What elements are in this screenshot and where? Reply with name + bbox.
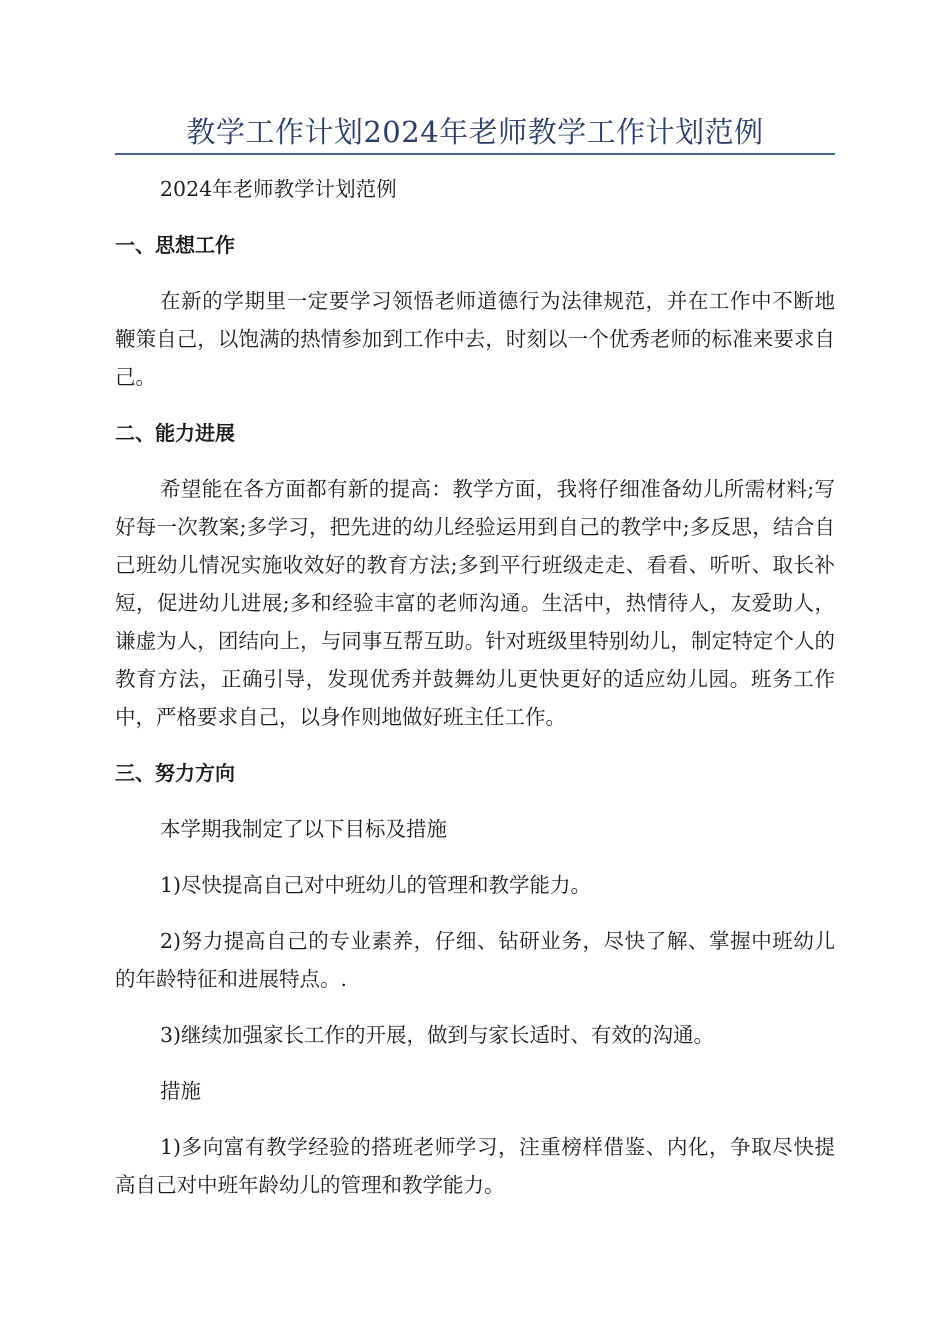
- paragraph: 本学期我制定了以下目标及措施: [160, 817, 447, 841]
- document-subtitle: 2024年老师教学计划范例: [160, 177, 397, 201]
- measures-label: 措施: [160, 1079, 201, 1103]
- section-heading-thought: 一、思想工作: [115, 233, 235, 257]
- measure-item-1: 1)多向富有教学经验的搭班老师学习，注重榜样借鉴、内化，争取尽快提高自己对中班年龄幼儿的管理和教学能力。: [115, 1135, 835, 1197]
- document-title: 教学工作计划2024年老师教学工作计划范例: [186, 115, 764, 149]
- paragraph: 希望能在各方面都有新的提高：教学方面，我将仔细准备幼儿所需材料;写好每一次教案;多学习，把先进的幼儿经验运用到自己的教学中;多反思，结合自己班幼儿情况实施收效好的教育方法;多到平行班级走走、看看、听听、取长补短，促进幼儿进展;多和经验丰富的老师沟通。生活中，热情待人，友爱助人，谦虚为人，团结向上，与同事互帮互助。针对班级里特别幼儿，制定特定个人的教育方法，正确引导，发现优秀并鼓舞幼儿更快更好的适应幼儿园。班务工作中，严格要求自己，以身作则地做好班主任工作。: [115, 477, 835, 729]
- section-heading-direction: 三、努力方向: [115, 761, 235, 785]
- section-heading-ability: 二、能力进展: [115, 421, 235, 445]
- goal-item-3: 3)继续加强家长工作的开展，做到与家长适时、有效的沟通。: [160, 1023, 715, 1047]
- goal-item-2: 2)努力提高自己的专业素养，仔细、钻研业务，尽快了解、掌握中班幼儿的年龄特征和进展特点。.: [115, 929, 835, 991]
- title-underline: [115, 153, 835, 155]
- goal-item-1: 1)尽快提高自己对中班幼儿的管理和教学能力。: [160, 873, 592, 897]
- document-body: [115, 170, 835, 1204]
- paragraph: 在新的学期里一定要学习领悟老师道德行为法律规范，并在工作中不断地鞭策自己，以饱满的热情参加到工作中去，时刻以一个优秀老师的标准来要求自己。: [115, 289, 835, 389]
